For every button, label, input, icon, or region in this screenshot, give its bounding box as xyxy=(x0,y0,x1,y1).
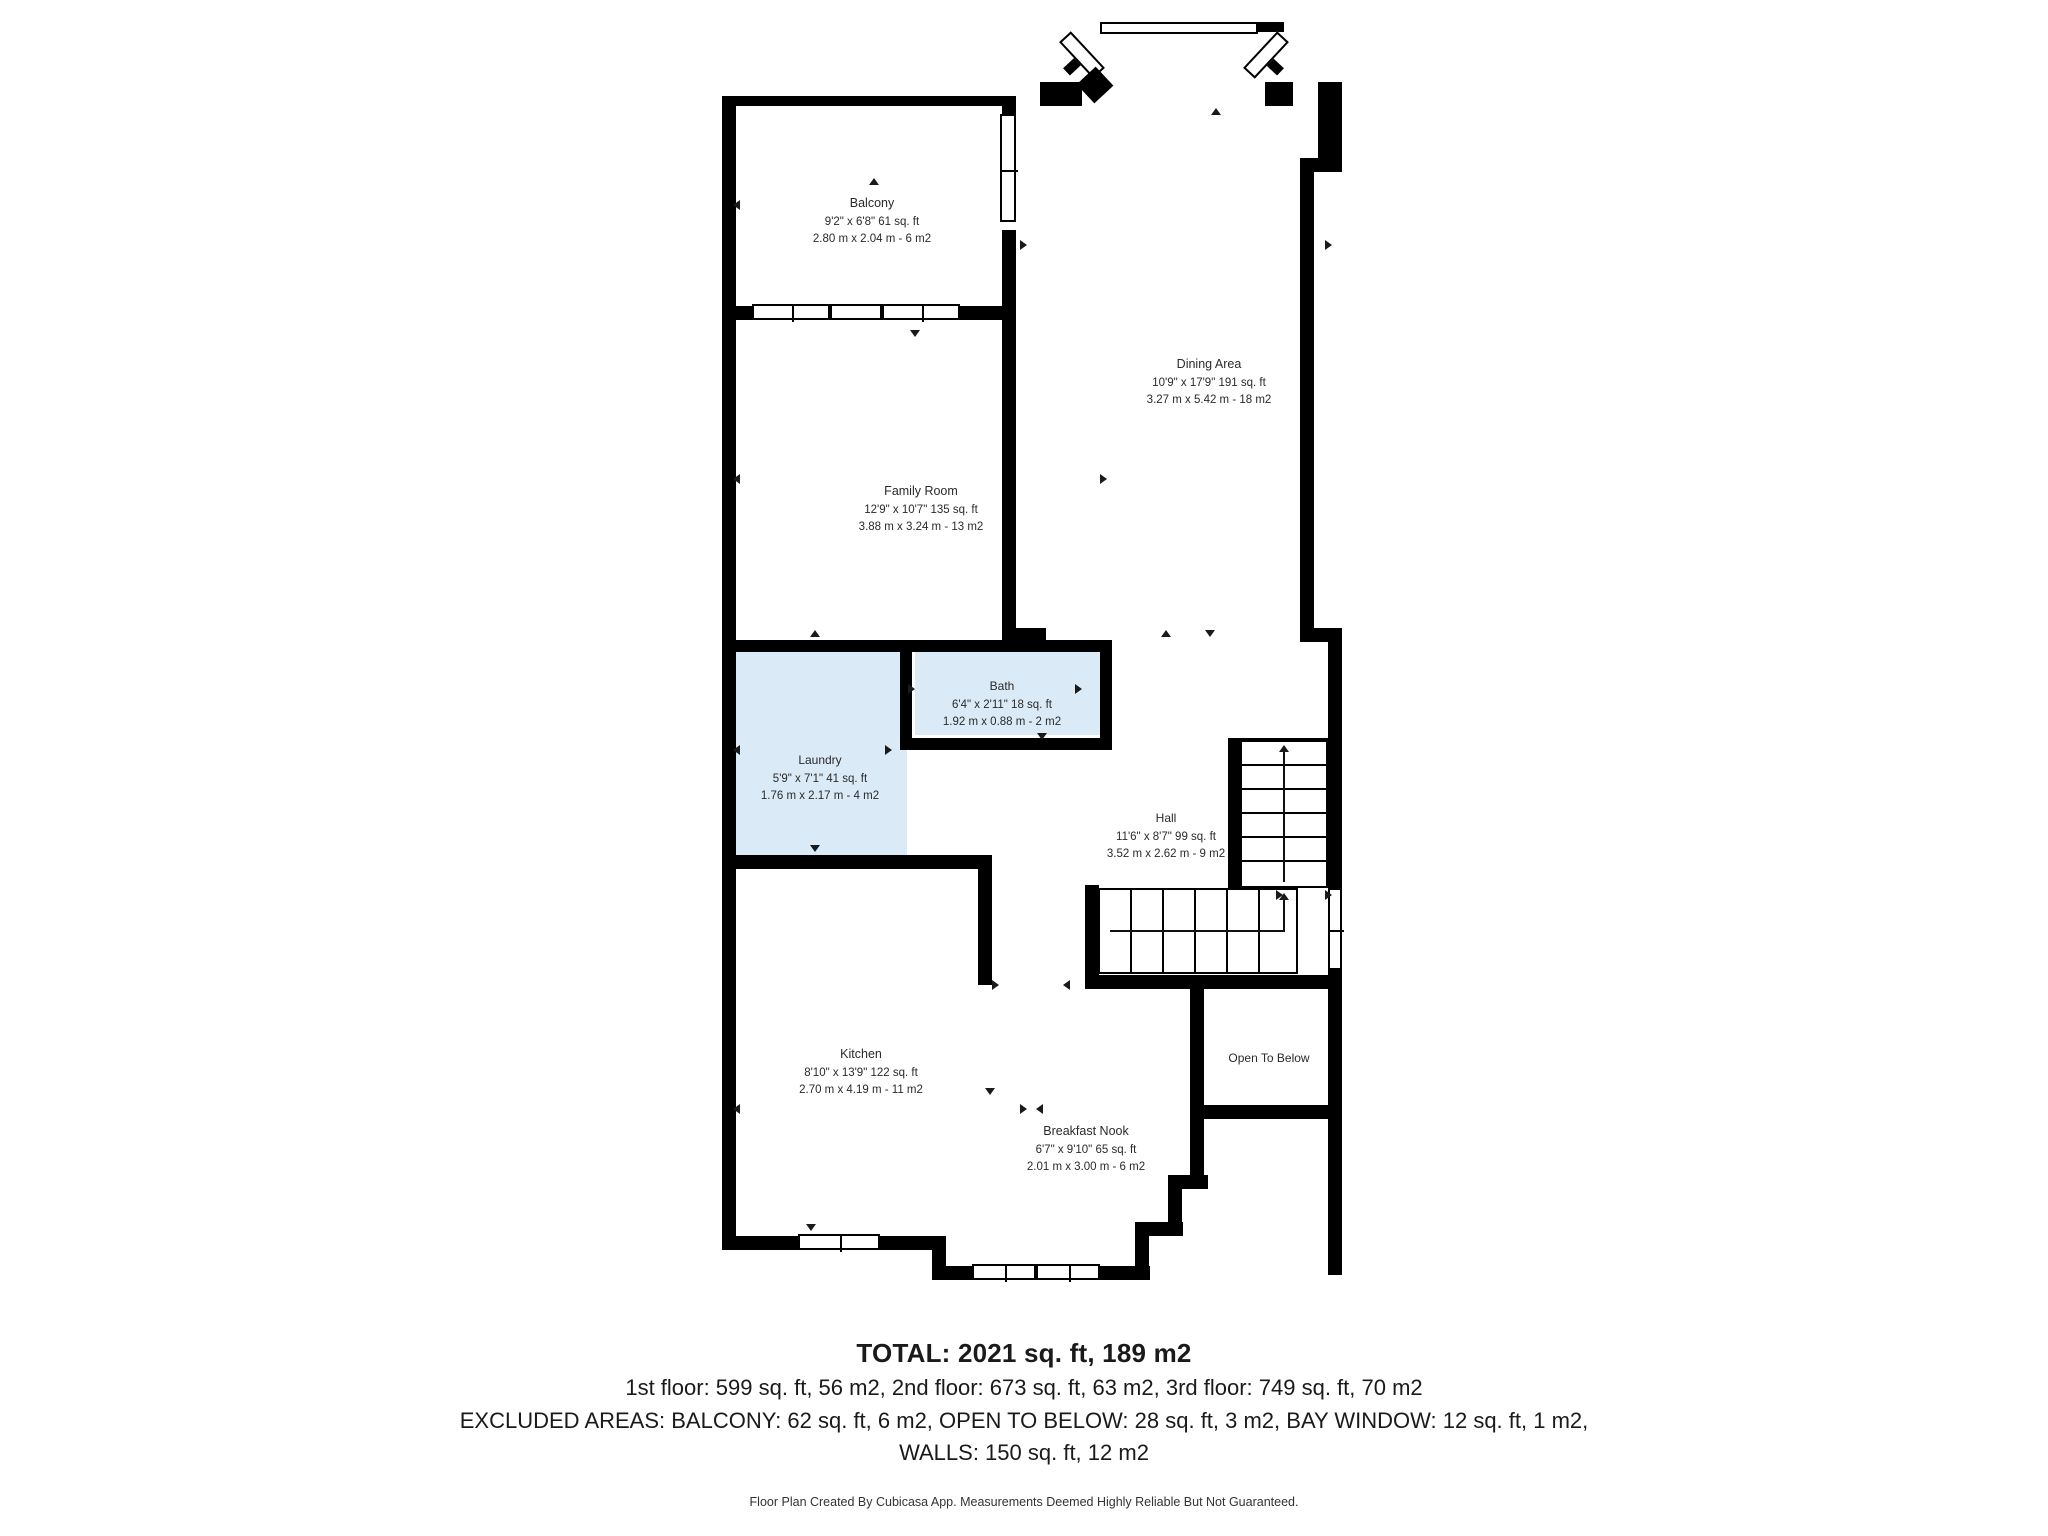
stair-lower-direction-line xyxy=(1110,930,1285,932)
summary-excluded-line1: EXCLUDED AREAS: BALCONY: 62 sq. ft, 6 m2, OPEN TO BELOW: 28 sq. ft, 3 m2, BAY WINDOW: 12 sq. ft, 1 m2, xyxy=(459,1408,1589,1433)
wall-family-dining-divider xyxy=(1002,306,1016,636)
opening-arrow-laundry-bottom xyxy=(810,845,820,852)
wall-otb-bottom xyxy=(1190,1105,1342,1119)
room-dim-imperial-family-room: 12'9" x 10'7" 135 sq. ft xyxy=(864,504,978,517)
window-balcony-south-2 xyxy=(830,304,882,320)
wall-right-exterior-upper xyxy=(1318,82,1342,168)
room-dim-imperial-breakfast-nook: 6'7" x 9'10" 65 sq. ft xyxy=(1035,1144,1137,1157)
opening-arrow-laundry-right xyxy=(885,745,892,755)
wall-balcony-top xyxy=(722,96,1012,106)
opening-arrow-balcony-bottom xyxy=(910,330,920,337)
opening-arrow-family-right xyxy=(1100,474,1107,484)
room-name-family-room: Family Room xyxy=(884,484,958,498)
window-hall-right xyxy=(1328,888,1342,970)
opening-arrow-bath-bottom xyxy=(1037,733,1047,740)
wall-bath-bottom xyxy=(900,738,1112,750)
wall-exterior-left xyxy=(722,96,736,1250)
window-kitchen-south xyxy=(798,1234,880,1250)
bay-window-right xyxy=(1243,31,1289,78)
opening-arrow-dining-bottom-1 xyxy=(1161,630,1171,637)
room-dim-metric-family-room: 3.88 m x 3.24 m - 13 m2 xyxy=(858,520,984,533)
room-label-open-to-below xyxy=(1228,1050,1309,1069)
room-dim-metric-hall: 3.52 m x 2.62 m - 9 m2 xyxy=(1106,848,1226,861)
opening-arrow-kitchen-bottom xyxy=(985,1088,995,1095)
opening-arrow-balcony-right xyxy=(1020,240,1027,250)
opening-arrow-family-left xyxy=(733,474,740,484)
room-label-bath xyxy=(943,678,1061,731)
area-summary xyxy=(0,1338,2048,1509)
wall-laundry-bath-divider xyxy=(900,640,912,750)
wall-laundry-top xyxy=(722,640,1112,652)
room-dim-metric-breakfast-nook: 2.01 m x 3.00 m - 6 m2 xyxy=(1026,1160,1146,1173)
room-dim-metric-balcony: 2.80 m x 2.04 m - 6 m2 xyxy=(812,232,932,245)
room-dim-metric-kitchen: 2.70 m x 4.19 m - 11 m2 xyxy=(799,1083,923,1096)
room-dim-imperial-bath: 6'4" x 2'11" 18 sq. ft xyxy=(952,699,1052,712)
wall-bottom-left xyxy=(722,1236,800,1250)
room-name-breakfast-nook: Breakfast Nook xyxy=(1043,1124,1129,1138)
room-dim-metric-laundry: 1.76 m x 2.17 m - 4 m2 xyxy=(760,790,880,803)
wall-bottom-lower xyxy=(932,1266,974,1280)
room-dim-imperial-laundry: 5'9" x 7'1" 41 sq. ft xyxy=(772,773,868,786)
summary-excluded-line2: WALLS: 150 sq. ft, 12 m2 xyxy=(899,1439,1149,1465)
opening-arrow-nook-2 xyxy=(1036,1104,1043,1114)
opening-arrow-stair-landing-left xyxy=(1063,980,1070,990)
wall-bay-corner-left xyxy=(1077,67,1114,104)
room-dim-metric-dining-area: 3.27 m x 5.42 m - 18 m2 xyxy=(1146,393,1272,406)
summary-total: TOTAL: 2021 sq. ft, 189 m2 xyxy=(856,1338,1192,1368)
room-dim-imperial-dining-area: 10'9" x 17'9" 191 sq. ft xyxy=(1152,377,1266,390)
stair-upper-direction-line xyxy=(1283,752,1285,882)
summary-floors: 1st floor: 599 sq. ft, 56 m2, 2nd floor: 673 sq. ft, 63 m2, 3rd floor: 749 sq. ft, 70 m2 xyxy=(625,1375,1423,1400)
opening-arrow-dining-right xyxy=(1325,240,1332,250)
wall-bay-right-step xyxy=(1265,82,1293,106)
opening-arrow-kitchen-bottom2 xyxy=(806,1224,816,1231)
stair-lower-direction-line-v xyxy=(1283,900,1285,932)
stair-upper-direction-arrow xyxy=(1279,745,1289,752)
wall-otb-bottom-step xyxy=(1190,1105,1204,1185)
opening-arrow-nook-1 xyxy=(1020,1104,1027,1114)
room-label-kitchen xyxy=(799,1045,923,1098)
room-label-balcony xyxy=(813,194,931,247)
wall-stair-left xyxy=(1085,885,1099,985)
opening-arrow-balcony-left xyxy=(733,200,740,210)
wall-otb-left xyxy=(1190,975,1204,1105)
room-name-dining-area: Dining Area xyxy=(1176,357,1242,371)
wall-bottom-lower2 xyxy=(1098,1266,1150,1280)
room-name-kitchen: Kitchen xyxy=(840,1047,882,1061)
wall-hall-bottom xyxy=(1190,975,1340,989)
room-dim-imperial-kitchen: 8'10" x 13'9" 122 sq. ft xyxy=(804,1067,918,1080)
room-name-laundry: Laundry xyxy=(798,753,842,767)
room-label-dining-area xyxy=(1147,355,1272,408)
window-nook-south-2 xyxy=(1036,1264,1100,1280)
room-name-open-to-below: Open To Below xyxy=(1228,1051,1310,1065)
summary-credit: Floor Plan Created By Cubicasa App. Measurements Deemed Highly Reliable But Not Guaranteed. xyxy=(749,1494,1299,1509)
wall-bath-right xyxy=(1100,640,1112,750)
room-label-hall xyxy=(1107,810,1225,863)
opening-arrow-bay xyxy=(1211,108,1221,115)
window-nook-south-1 xyxy=(972,1264,1036,1280)
room-label-laundry xyxy=(761,752,879,805)
window-balcony-door xyxy=(1000,114,1016,222)
window-balcony-south-3 xyxy=(882,304,960,320)
room-dim-metric-bath: 1.92 m x 0.88 m - 2 m2 xyxy=(942,716,1062,729)
room-label-breakfast-nook xyxy=(1027,1122,1145,1175)
room-label-family-room xyxy=(859,482,984,535)
opening-arrow-hall-door xyxy=(1276,890,1283,900)
opening-arrow-balcony-top xyxy=(869,178,879,185)
wall-right-exterior-mid xyxy=(1300,158,1314,628)
room-name-balcony: Balcony xyxy=(849,196,895,210)
opening-arrow-laundry-top xyxy=(810,630,820,637)
wall-top-right-corner xyxy=(1040,82,1082,106)
wall-laundry-right-stub xyxy=(978,855,992,985)
bay-window-top xyxy=(1100,22,1258,34)
opening-arrow-stair-landing xyxy=(992,980,999,990)
room-name-bath: Bath xyxy=(989,679,1015,693)
opening-arrow-bath-right xyxy=(1075,684,1082,694)
room-name-hall: Hall xyxy=(1155,811,1177,825)
room-dim-imperial-balcony: 9'2" x 6'8" 61 sq. ft xyxy=(824,216,920,229)
opening-arrow-hall-right xyxy=(1325,890,1332,900)
window-balcony-south-1 xyxy=(752,304,830,320)
room-dim-imperial-hall: 11'6" x 8'7" 99 sq. ft xyxy=(1116,831,1216,844)
wall-right-exterior-bottom xyxy=(1328,965,1342,1275)
wall-laundry-bottom xyxy=(722,855,990,869)
opening-arrow-dining-bottom-2 xyxy=(1205,630,1215,637)
opening-arrow-bath-left xyxy=(908,684,915,694)
opening-arrow-kitchen-left xyxy=(733,1104,740,1114)
opening-arrow-laundry-left xyxy=(733,745,740,755)
